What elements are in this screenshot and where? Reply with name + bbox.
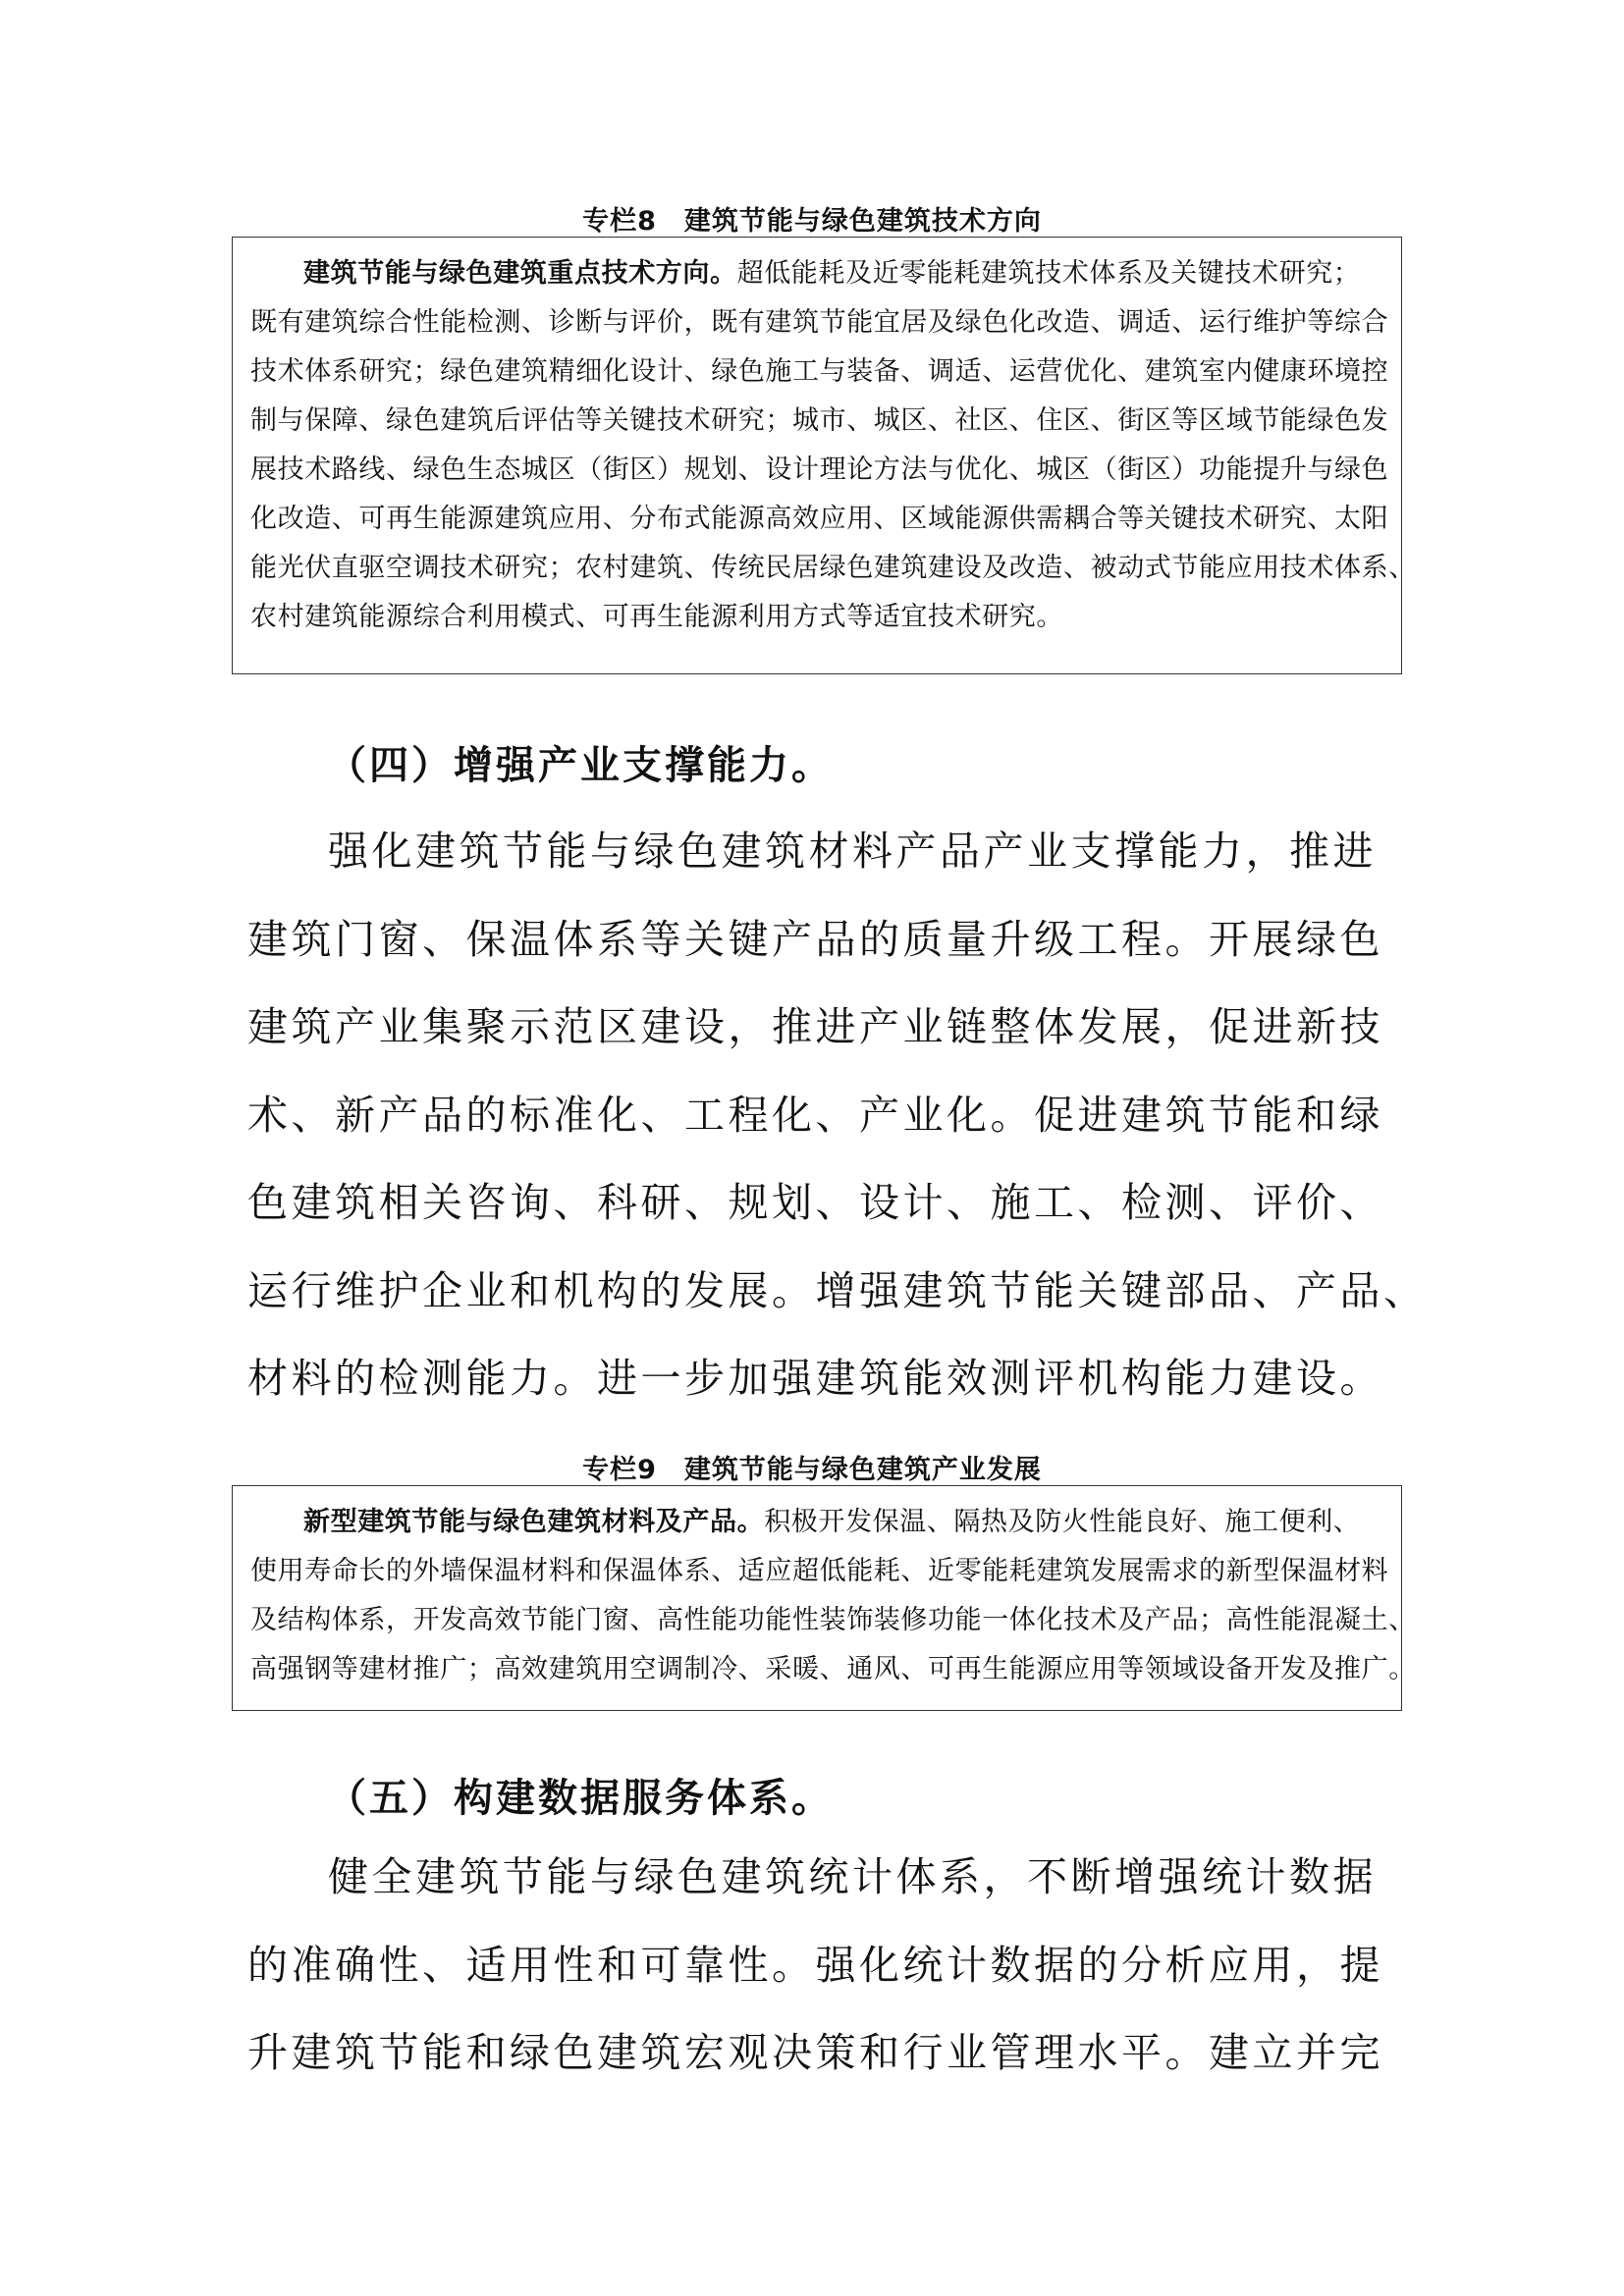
section4-heading: （四）增强产业支撑能力。 — [327, 743, 834, 788]
box8-line-7: 农村建筑能源综合利用模式、可再生能源利用方式等适宜技术研究。 — [250, 602, 1063, 632]
section4-line-5: 运行维护企业和机构的发展。增强建筑节能关键部品、产品、 — [247, 1266, 1428, 1314]
box9-panel — [232, 1485, 1416, 1711]
box9-line-1: 使用寿命长的外墙保温材料和保温体系、适应超低能耗、近零能耗建筑发展需求的新型保温材料 — [250, 1556, 1389, 1586]
section4-paragraph — [247, 808, 1428, 1423]
box8-line-0: 超低能耗及近零能耗建筑技术体系及关键技术研究； — [736, 258, 1361, 289]
box8-line-2: 技术体系研究；绿色建筑精细化设计、绿色施工与装备、调适、运营优化、建筑室内健康环境控 — [250, 356, 1389, 387]
box9-lead: 新型建筑节能与绿色建筑材料及产品。 — [303, 1507, 765, 1537]
box8-panel — [232, 237, 1416, 674]
section5-paragraph — [247, 1834, 1386, 2098]
box8-line-1: 既有建筑综合性能检测、诊断与评价，既有建筑节能宜居及绿色化改造、调适、运行维护等综合 — [250, 307, 1389, 338]
box9-line — [250, 1498, 1383, 1547]
section4-line-6: 材料的检测能力。进一步加强建筑能效测评机构能力建设。 — [247, 1355, 1383, 1402]
box8-caption: 专栏8 建筑节能与绿色建筑技术方向 — [582, 206, 1042, 237]
box8-line-5: 化改造、可再生能源建筑应用、分布式能源高效应用、区域能源供需耦合等关键技术研究、太阳 — [250, 504, 1389, 534]
section5-line-1: 的准确性、适用性和可靠性。强化统计数据的分析应用，提 — [247, 1941, 1383, 1989]
section4-line-2: 建筑产业集聚示范区建设，推进产业链整体发展，促进新技 — [247, 1003, 1383, 1050]
box9-line-2: 及结构体系，开发高效节能门窗、高性能功能性装饰装修功能一体化技术及产品；高性能混凝土、 — [250, 1605, 1416, 1635]
box9-line-3: 高强钢等建材推广；高效建筑用空调制冷、采暖、通风、可再生能源应用等领域设备开发及推广。 — [250, 1654, 1416, 1684]
section4-line-1: 建筑门窗、保温体系等关键产品的质量升级工程。开展绿色 — [247, 915, 1383, 963]
section4-line-0: 强化建筑节能与绿色建筑材料产品产业支撑能力，推进 — [328, 828, 1377, 875]
section5-line-2: 升建筑节能和绿色建筑宏观决策和行业管理水平。建立并完 — [247, 2029, 1383, 2076]
section5-heading: （五）构建数据服务体系。 — [327, 1776, 834, 1821]
box8-line-3: 制与保障、绿色建筑后评估等关键技术研究；城市、城区、社区、住区、街区等区域节能绿色发 — [250, 405, 1389, 436]
box8-line — [250, 249, 1383, 298]
box9-caption: 专栏9 建筑节能与绿色建筑产业发展 — [582, 1455, 1042, 1485]
box9-line-0: 积极开发保温、隔热及防火性能良好、施工便利、 — [764, 1507, 1361, 1537]
section4-line-3: 术、新产品的标准化、工程化、产业化。促进建筑节能和绿 — [247, 1091, 1383, 1139]
box8-line-6: 能光伏直驱空调技术研究；农村建筑、传统民居绿色建筑建设及改造、被动式节能应用技术体系、 — [250, 553, 1416, 583]
section5-line-0: 健全建筑节能与绿色建筑统计体系，不断增强统计数据 — [328, 1853, 1377, 1900]
box8-lead: 建筑节能与绿色建筑重点技术方向。 — [303, 258, 737, 289]
section4-line-4: 色建筑相关咨询、科研、规划、设计、施工、检测、评价、 — [247, 1179, 1383, 1226]
box8-line-4: 展技术路线、绿色生态城区（街区）规划、设计理论方法与优化、城区（街区）功能提升与绿色 — [250, 454, 1389, 485]
